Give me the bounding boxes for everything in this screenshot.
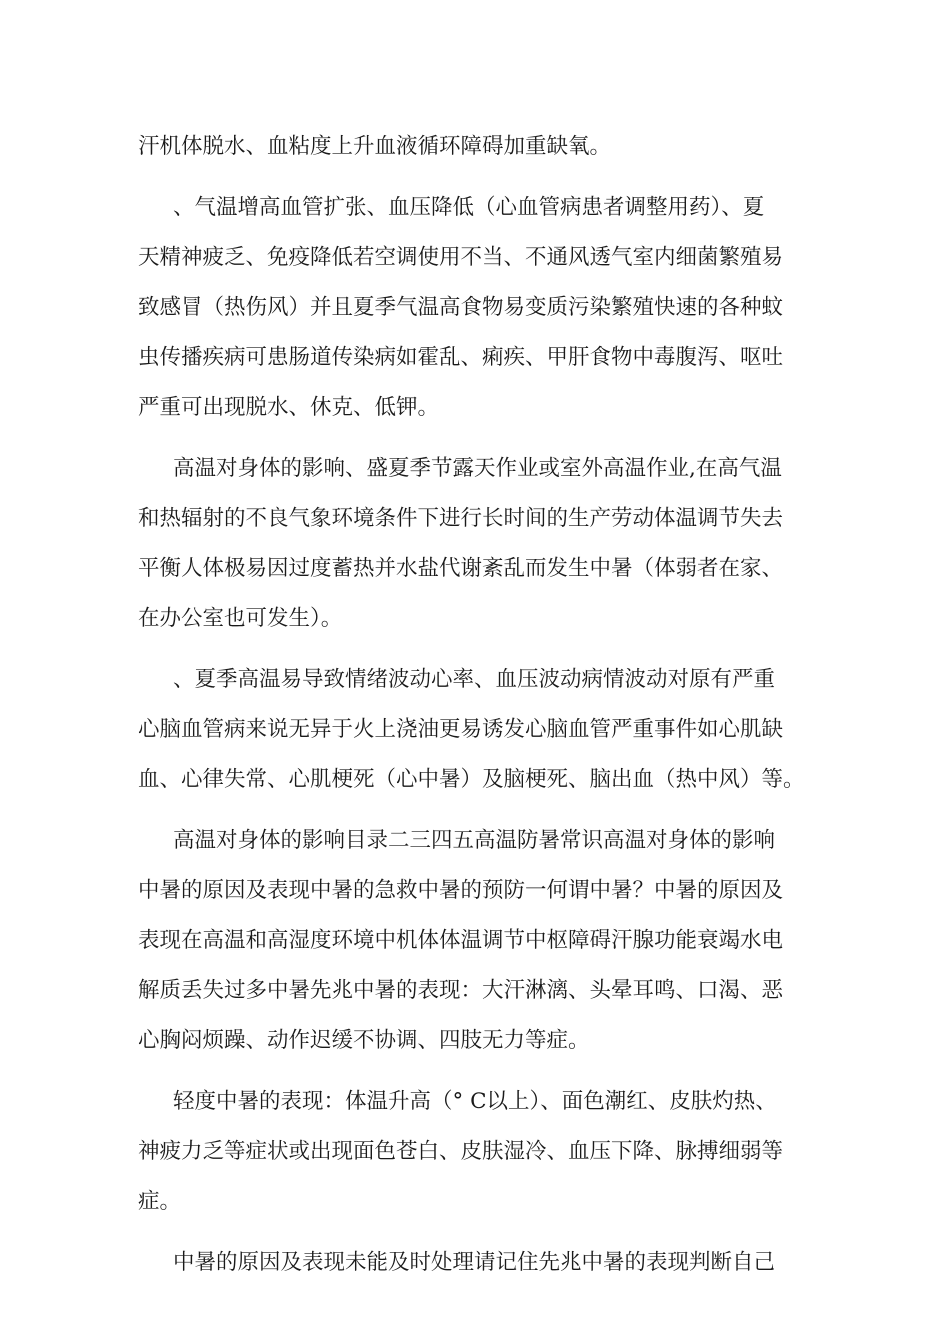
text-line: 神疲力乏等症状或出现面色苍白、皮肤湿冷、血压下降、脉搏细弱等 [138,1139,784,1164]
text-line: 中暑的原因及表现未能及时处理请记住先兆中暑的表现判断自己 [173,1250,776,1275]
paragraph [138,444,814,644]
paragraph [138,655,814,805]
text-line: 症。 [138,1189,182,1214]
text-line: 汗机体脱水、血粘度上升血液循环障碍加重缺氧。 [138,134,612,159]
text-line: 、夏季高温易导致情绪波动心率、血压波动病情波动对原有严重 [173,667,776,692]
text-line: 解质丢失过多中暑先兆中暑的表现：大汗淋漓、头晕耳鸣、口渴、恶 [138,978,784,1003]
text-line: 严重可出现脱水、休克、低钾。 [138,395,440,420]
text-line: 高温对身体的影响目录二三四五高温防暑常识高温对身体的影响 [173,828,776,853]
paragraph [138,183,814,433]
text-line: 天精神疲乏、免疫降低若空调使用不当、不通风透气室内细菌繁殖易 [138,245,784,270]
paragraph [138,122,814,172]
text-line: 高温对身体的影响、盛夏季节露天作业或室外高温作业,在高气温 [173,456,782,481]
document-body [138,122,814,1299]
text-line: 和热辐射的不良气象环境条件下进行长时间的生产劳动体温调节失去 [138,506,784,531]
text-line: 心脑血管病来说无异于火上浇油更易诱发心脑血管严重事件如心肌缺 [138,717,784,742]
text-line: 、气温增高血管扩张、血压降低（心血管病患者调整用药）、夏 [173,195,765,220]
text-line: 表现在高温和高湿度环境中机体体温调节中枢障碍汗腺功能衰竭水电 [138,928,784,953]
text-line: 平衡人体极易因过度蓄热并水盐代谢紊乱而发生中暑（体弱者在家、 [138,556,784,581]
text-line: 心胸闷烦躁、动作迟缓不协调、四肢无力等症。 [138,1028,590,1053]
text-line: 在办公室也可发生）。 [138,606,343,631]
text-line: 中暑的原因及表现中暑的急救中暑的预防一何谓中暑？中暑的原因及 [138,878,784,903]
paragraph [138,1238,814,1288]
paragraph [138,1077,814,1227]
text-line: 虫传播疾病可患肠道传染病如霍乱、痢疾、甲肝食物中毒腹泻、呕吐 [138,345,784,370]
text-line: 血、心律失常、心肌梗死（心中暑）及脑梗死、脑出血（热中风）等。 [138,767,805,792]
text-line: 轻度中暑的表现：体温升高（° C以上）、面色潮红、皮肤灼热、 [173,1089,777,1114]
text-line: 致感冒（热伤风）并且夏季气温高食物易变质污染繁殖快速的各种蚊 [138,295,784,320]
paragraph [138,816,814,1066]
